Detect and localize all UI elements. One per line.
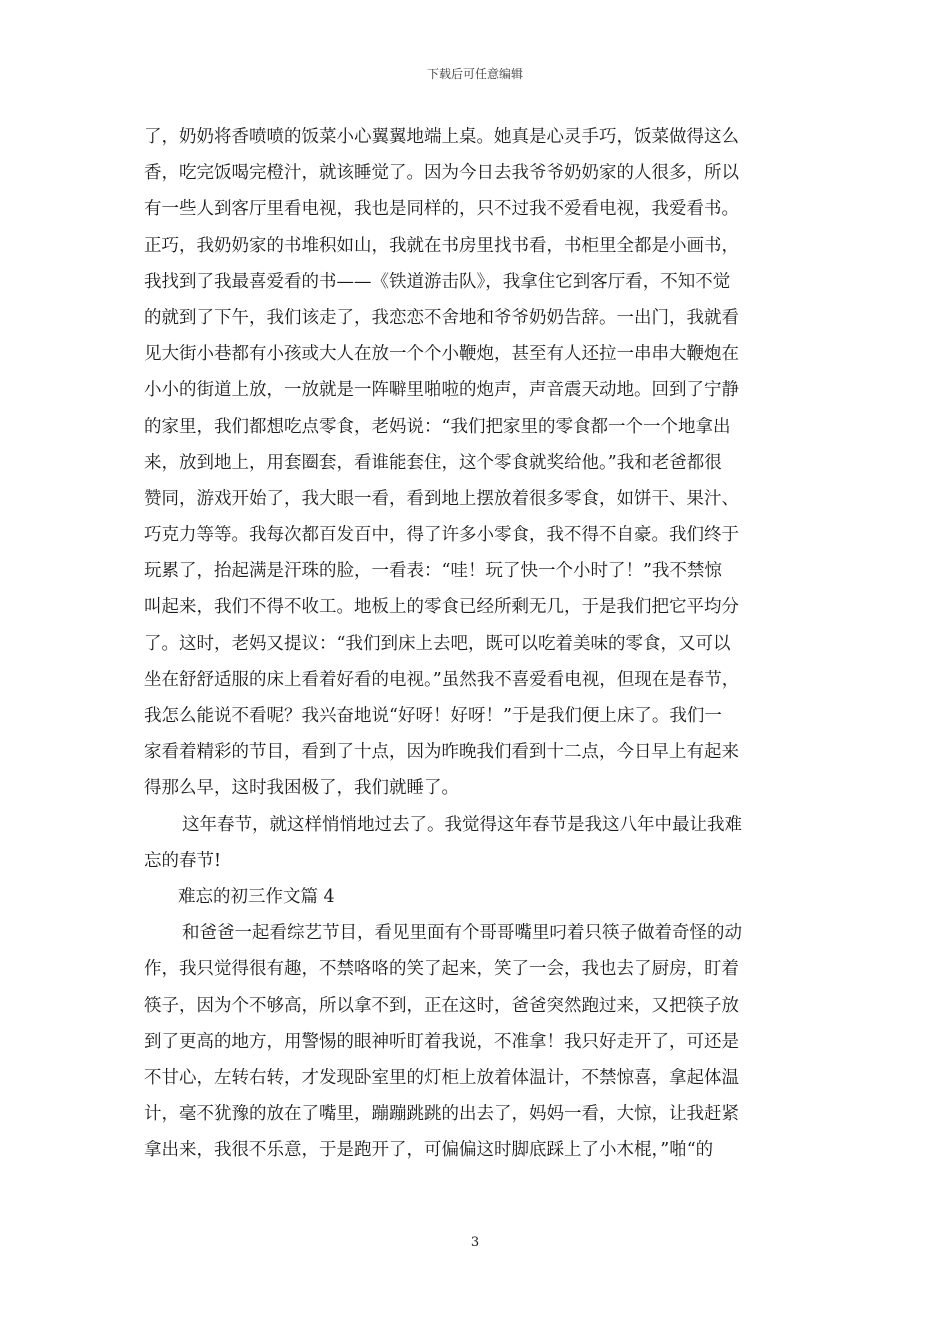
paragraph-line: 作，我只觉得很有趣，不禁咯咯的笑了起来，笑了一会，我也去了厨房，盯着	[144, 959, 739, 980]
document-body	[144, 119, 808, 1168]
paragraph-line: 和爸爸一起看综艺节目，看见里面有个哥哥嘴里叼着只筷子做着奇怪的动	[182, 923, 742, 944]
paragraph-line: 拿出来，我很不乐意，于是跑开了，可偏偏这时脚底踩上了小木棍，”啪“的	[144, 1140, 714, 1161]
paragraph-line: 忘的春节!	[144, 850, 222, 871]
paragraph-line: 家看着精彩的节目，看到了十点，因为昨晚我们看到十二点，今日早上有起来	[144, 742, 739, 763]
paragraph-line: 到了更高的地方，用警惕的眼神听盯着我说，不准拿！我只好走开了，可还是	[144, 1031, 739, 1052]
section-heading: 难忘的初三作文篇 4	[178, 886, 335, 907]
paragraph-line: 的家里，我们都想吃点零食，老妈说：“我们把家里的零食都一个一个地拿出	[144, 416, 731, 437]
paragraph-line: 得那么早，这时我困极了，我们就睡了。	[144, 778, 459, 799]
paragraph-line: 这年春节，就这样悄悄地过去了。我觉得这年春节是我这八年中最让我难	[182, 814, 742, 835]
paragraph-line: 香，吃完饭喝完橙汁，就该睡觉了。因为今日去我爷爷奶奶家的人很多，所以	[144, 163, 739, 184]
page-number: 3	[470, 1235, 480, 1250]
paragraph-line: 了。这时，老妈又提议：“我们到床上去吧，既可以吃着美味的零食，又可以	[144, 633, 731, 654]
paragraph-line: 我怎么能说不看呢？我兴奋地说“好呀！好呀！”于是我们便上床了。我们一	[144, 706, 722, 726]
paragraph-line: 见大街小巷都有小孩或大人在放一个个小鞭炮，甚至有人还拉一串串大鞭炮在	[144, 344, 739, 365]
paragraph-line: 的就到了下午，我们该走了，我恋恋不舍地和爷爷奶奶告辞。一出门，我就看	[144, 307, 739, 328]
paragraph-line: 巧克力等等。我每次都百发百中，得了许多小零食，我不得不自豪。我们终于	[144, 525, 739, 546]
paragraph-line: 计，毫不犹豫的放在了嘴里，蹦蹦跳跳的出去了，妈妈一看，大惊，让我赶紧	[144, 1104, 739, 1125]
paragraph-line: 来，放到地上，用套圈套，看谁能套住，这个零食就奖给他。”我和老爸都很	[144, 452, 722, 473]
paragraph-line: 筷子，因为个不够高，所以拿不到，正在这时，爸爸突然跑过来，又把筷子放	[144, 995, 739, 1016]
paragraph-line: 坐在舒舒适服的床上看着好看的电视。”虽然我不喜爱看电视，但现在是春节，	[144, 669, 740, 690]
paragraph-line: 赞同，游戏开始了，我大眼一看，看到地上摆放着很多零食，如饼干、果汁、	[144, 488, 739, 509]
paragraph-line: 我找到了我最喜爱看的书——《铁道游击队》，我拿住它到客厅看，不知不觉	[144, 271, 731, 292]
paragraph-line: 正巧，我奶奶家的书堆积如山，我就在书房里找书看，书柜里全都是小画书，	[144, 235, 739, 256]
paragraph-line: 小小的街道上放，一放就是一阵噼里啪啦的炮声，声音震天动地。回到了宁静	[144, 380, 739, 401]
page-header: 下载后可任意编辑	[426, 67, 523, 81]
paragraph-line: 不甘心，左转右转，才发现卧室里的灯柜上放着体温计，不禁惊喜，拿起体温	[144, 1067, 739, 1088]
paragraph-line: 有一些人到客厅里看电视，我也是同样的，只不过我不爱看电视，我爱看书。	[144, 199, 739, 220]
paragraph-line: 叫起来，我们不得不收工。地板上的零食已经所剩无几，于是我们把它平均分	[144, 597, 739, 618]
paragraph-line: 玩累了，抬起满是汗珠的脸，一看表：“哇！玩了快一个小时了！”我不禁惊	[144, 561, 722, 582]
paragraph-line: 了，奶奶将香喷喷的饭菜小心翼翼地端上桌。她真是心灵手巧，饭菜做得这么	[144, 127, 739, 147]
